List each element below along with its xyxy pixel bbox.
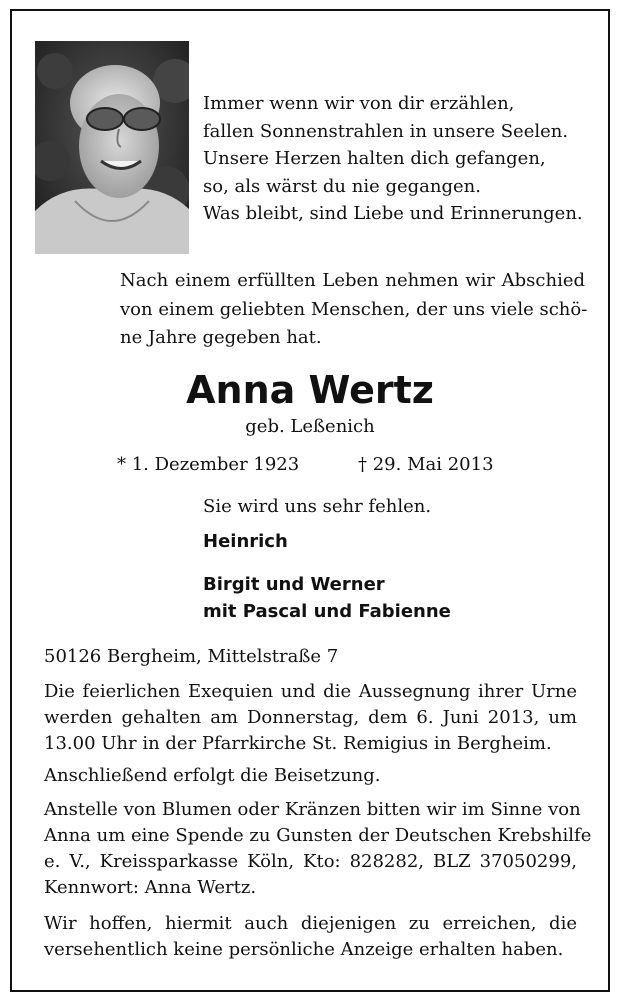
portrait-photo <box>35 41 189 254</box>
burial-line: Anschließend erfolgt die Beisetzung. <box>44 765 381 786</box>
birth-name: geb. Leßenich <box>245 416 375 437</box>
address-line: 50126 Bergheim, Mittelstraße 7 <box>44 646 339 667</box>
deceased-name: Anna Wertz <box>186 368 434 412</box>
donation-info <box>44 797 592 901</box>
poem-line: Immer wenn wir von dir erzählen, <box>203 93 515 114</box>
service-line: 13.00 Uhr in der Pfarrkirche St. Remigius in Bergheim. <box>44 733 552 754</box>
donation-line: e. V., Kreissparkasse Köln, Kto: 828282, BLZ 37050299, <box>44 851 577 872</box>
mourner-name: Birgit und Werner <box>203 574 385 595</box>
closing-line: Wir hoffen, hiermit auch diejenigen zu erreichen, die <box>44 913 577 934</box>
intro-line: Nach einem erfüllten Leben nehmen wir Abschied <box>120 270 585 291</box>
address <box>44 644 577 670</box>
mourner-name: Heinrich <box>203 531 288 552</box>
intro-line: ne Jahre gegeben hat. <box>120 327 322 348</box>
birth-date: * 1. Dezember 1923 <box>117 454 300 475</box>
donation-line: Anstelle von Blumen oder Kränzen bitten wir im Sinne von <box>44 799 581 820</box>
closing-line: versehentlich keine persönliche Anzeige erhalten haben. <box>44 939 564 960</box>
closing-note <box>44 911 577 963</box>
poem-line: fallen Sonnenstrahlen in unsere Seelen. <box>203 120 569 142</box>
service-line: Die feierlichen Exequien und die Aussegnung ihrer Urne <box>44 681 577 702</box>
poem-line: Unsere Herzen halten dich gefangen, <box>203 148 546 169</box>
intro-text <box>120 267 588 353</box>
donation-line: Kennwort: Anna Wertz. <box>44 877 257 898</box>
intro-line: von einem geliebten Menschen, der uns viele schö- <box>120 298 588 320</box>
mourner-name: mit Pascal und Fabienne <box>203 601 451 622</box>
service-line: werden gehalten am Donnerstag, dem 6. Juni 2013, um <box>44 707 577 728</box>
death-date: † 29. Mai 2013 <box>358 454 494 475</box>
donation-line: Anna um eine Spende zu Gunsten der Deutschen Krebshilfe <box>44 825 592 846</box>
poem <box>203 90 583 228</box>
portrait-image <box>35 41 189 254</box>
burial-info <box>44 763 577 789</box>
service-info <box>44 679 577 757</box>
farewell-message: Sie wird uns sehr fehlen. <box>203 496 432 517</box>
poem-line: Was bleibt, sind Liebe und Erinnerungen. <box>203 203 583 224</box>
poem-line: so, als wärst du nie gegangen. <box>203 175 481 197</box>
